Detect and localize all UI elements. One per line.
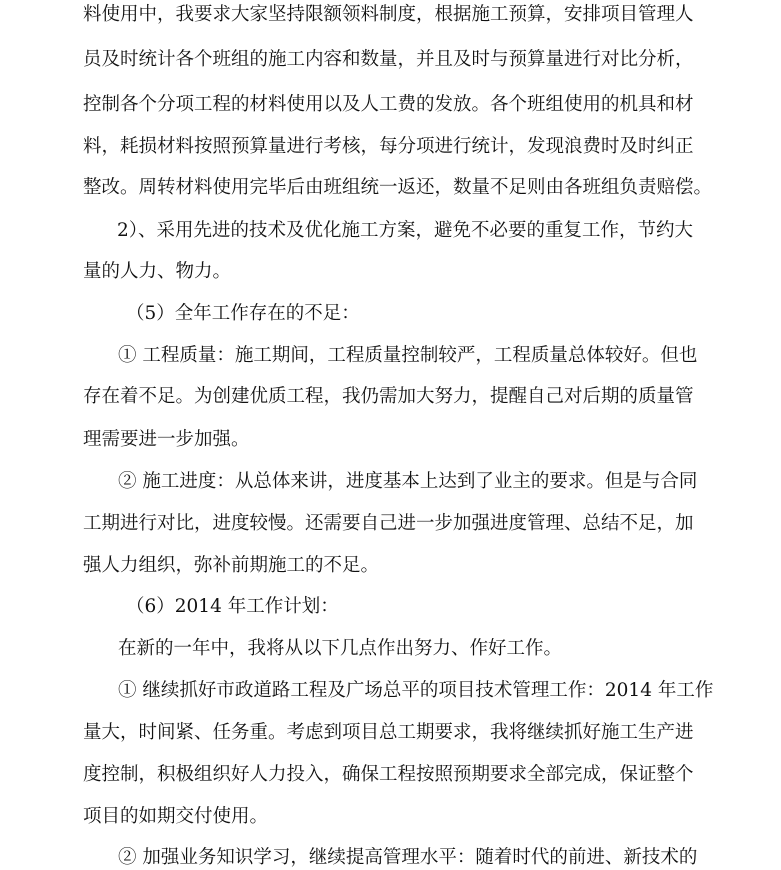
text-line: 料，耗损材料按照预算量进行考核，每分项进行统计，发现浪费时及时纠正 xyxy=(83,136,694,157)
text-line: ① 工程质量：施工期间，工程质量控制较严，工程质量总体较好。但也 xyxy=(118,345,698,366)
text-line: 控制各个分项工程的材料使用以及人工费的发放。各个班组使用的机具和材 xyxy=(83,94,694,115)
text-line: ① 继续抓好市政道路工程及广场总平的项目技术管理工作：2014 年工作 xyxy=(118,680,714,701)
section-heading: （5）全年工作存在的不足： xyxy=(126,303,360,324)
text-line: 工期进行对比，进度较慢。还需要自己进一步加强进度管理、总结不足，加 xyxy=(83,513,694,534)
text-line: 强人力组织，弥补前期施工的不足。 xyxy=(83,555,380,576)
section-heading: （6）2014 年工作计划： xyxy=(126,596,339,617)
text-line: 度控制，积极组织好人力投入，确保工程按照预期要求全部完成，保证整个 xyxy=(83,764,694,785)
text-line: ② 施工进度：从总体来讲，进度基本上达到了业主的要求。但是与合同 xyxy=(118,471,698,492)
text-line: 项目的如期交付使用。 xyxy=(83,806,269,827)
text-line: 整改。周转材料使用完毕后由班组统一返还，数量不足则由各班组负责赔偿。 xyxy=(83,177,713,198)
text-line: 存在着不足。为创建优质工程，我仍需加大努力，提醒自己对后期的质量管 xyxy=(83,386,694,407)
text-line: 理需要进一步加强。 xyxy=(83,429,250,450)
text-line: 料使用中，我要求大家坚持限额领料制度，根据施工预算，安排项目管理人 xyxy=(83,4,694,25)
text-line: 在新的一年中，我将从以下几点作出努力、作好工作。 xyxy=(118,638,563,659)
text-line: ② 加强业务知识学习，继续提高管理水平：随着时代的前进、新技术的 xyxy=(118,847,698,868)
text-line: 2）、采用先进的技术及优化施工方案，避免不必要的重复工作，节约大 xyxy=(117,220,694,241)
text-line: 员及时统计各个班组的施工内容和数量，并且及时与预算量进行对比分析， xyxy=(83,49,694,70)
text-line: 量的人力、物力。 xyxy=(83,261,232,282)
text-line: 量大，时间紧、任务重。考虑到项目总工期要求，我将继续抓好施工生产进 xyxy=(83,722,694,743)
